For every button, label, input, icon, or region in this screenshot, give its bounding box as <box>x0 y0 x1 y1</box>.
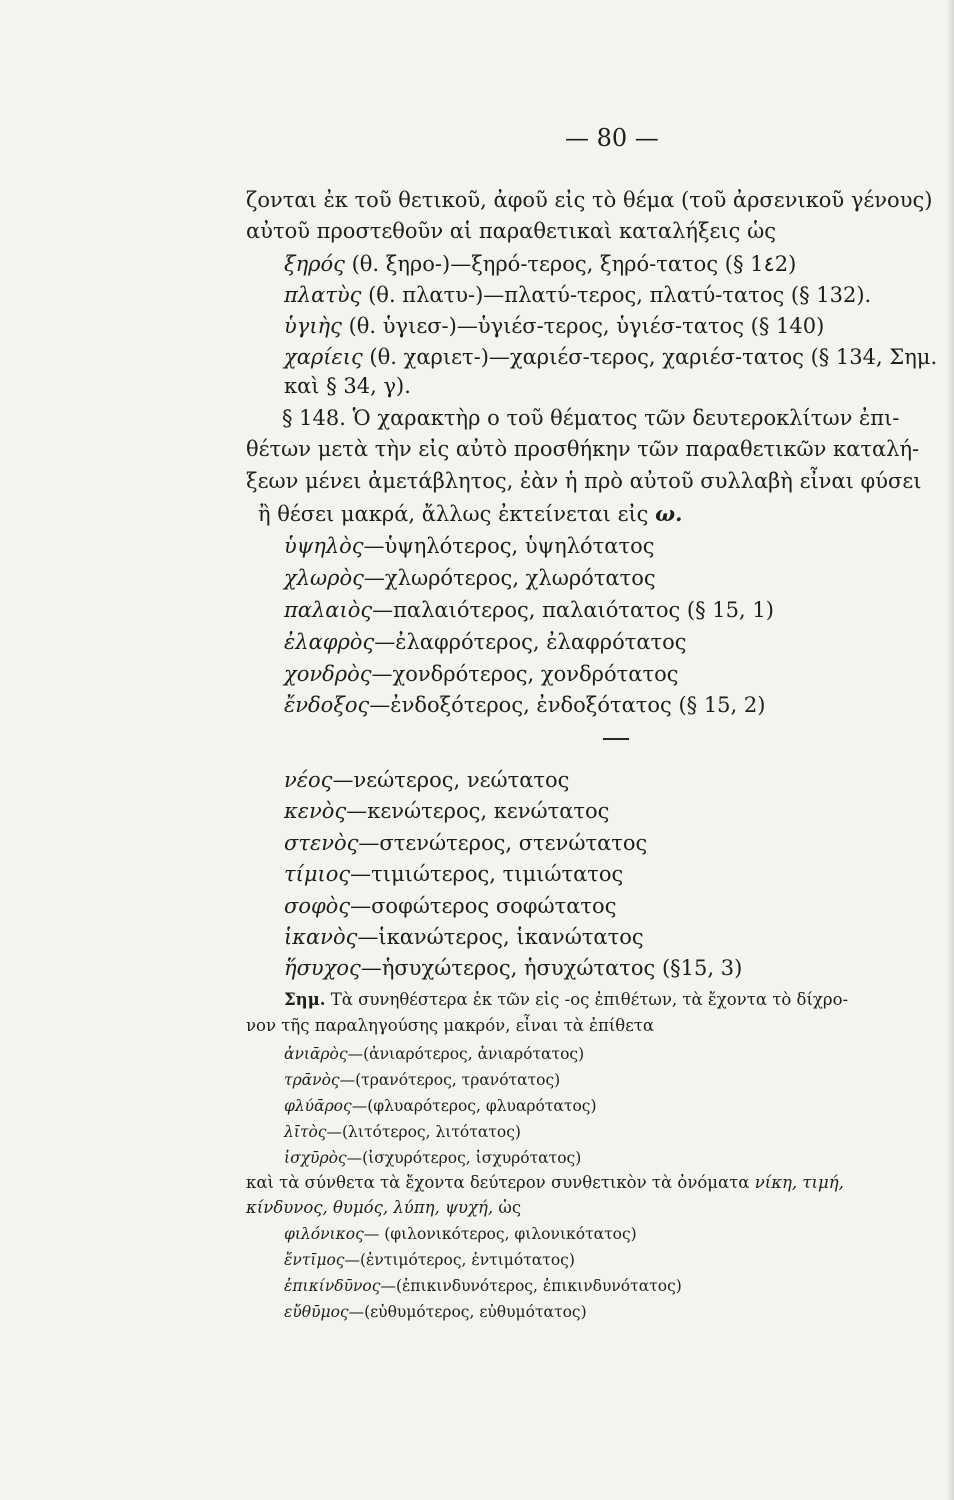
example-word: ξηρός <box>284 252 345 276</box>
example-line <box>284 766 569 794</box>
example-forms: (θ. ξηρο-)—ξηρό-τερος, ξηρό-τατος (§ 1٤2) <box>344 252 797 276</box>
example-word: νέος <box>284 768 333 792</box>
section-omega: ω. <box>655 501 683 526</box>
section-148-line-2: θέτων μετὰ τὴν εἰς αὐτὸ προσθήκην τῶν παραθετικῶν καταλή- <box>246 437 920 461</box>
example-line <box>284 923 644 951</box>
note-words: νίκη, τιμή, <box>754 1173 844 1192</box>
example-forms: —(εὐθυμότερος, εὐθυμότατος) <box>348 1303 587 1321</box>
example-forms: (θ. πλατυ-)—πλατύ-τερος, πλατύ-τατος (§ 132). <box>361 283 872 307</box>
example-forms: —(ἀνιαρότερος, ἀνιαρότατος) <box>347 1045 585 1063</box>
example-word: πλατὺς <box>284 283 362 307</box>
example-forms: —παλαιότερος, παλαιότατος (§ 15, 1) <box>372 598 774 622</box>
example-line <box>284 250 796 278</box>
example-forms: (θ. χαριετ-)—χαριέσ-τερος, χαριέσ-τατος (§ 134, Σημ. <box>362 345 938 369</box>
divider <box>603 738 629 740</box>
note-example-line <box>284 1248 575 1272</box>
example-word: ἐπικίνδῡνος <box>284 1277 381 1295</box>
example-line <box>284 564 656 592</box>
example-word: χλωρὸς <box>284 566 364 590</box>
section-148-line-4 <box>258 500 682 528</box>
note-label: Σημ. <box>284 990 326 1009</box>
example-word: ἱκανὸς <box>284 925 358 949</box>
example-line <box>284 660 678 688</box>
example-forms: —ἡσυχώτερος, ἡσυχώτατος (§15, 3) <box>360 956 743 980</box>
section-number: § 148. <box>282 406 346 430</box>
section-148-line-1 <box>282 404 899 432</box>
note-example-line <box>284 1042 584 1066</box>
example-line <box>284 691 765 719</box>
example-word: εὔθῡμος <box>284 1303 349 1321</box>
section-text: Ὁ χαρακτὴρ ο τοῦ θέματος τῶν δευτεροκλίτων ἐπι- <box>352 406 900 430</box>
note-line-1 <box>284 988 848 1012</box>
example-word: ἰσχῡρὸς <box>284 1149 347 1167</box>
section-148-line-3: ξεων μένει ἀμετάβλητος, ἐὰν ἡ πρὸ αὐτοῦ συλλαβὴ εἶναι φύσει <box>246 469 922 493</box>
example-forms: —ἱκανώτερος, ἱκανώτατος <box>357 925 644 949</box>
example-line <box>284 892 616 920</box>
example-word: χαρίεις <box>284 345 363 369</box>
example-line <box>284 860 623 888</box>
example-word: φλύᾱρος <box>284 1097 352 1115</box>
note-example-line <box>284 1146 581 1170</box>
example-word: φιλόνικος <box>284 1225 364 1243</box>
note-example-line <box>284 1300 587 1324</box>
example-forms: —κενώτερος, κενώτατος <box>346 799 610 823</box>
example-word: ὑψηλὸς <box>284 534 364 558</box>
example-word: στενὸς <box>284 831 359 855</box>
page-edge-shadow <box>946 0 954 1500</box>
example-forms: —σοφώτερος σοφώτατος <box>350 894 617 918</box>
example-forms: —(λιτότερος, λιτότατος) <box>326 1123 521 1141</box>
note-example-line <box>284 1120 521 1144</box>
example-forms: —(ἐπικινδυνότερος, ἐπικινδυνότατος) <box>380 1277 682 1295</box>
example-line <box>284 829 647 857</box>
note-text: καὶ τὰ σύνθετα τὰ ἔχοντα δεύτερον συνθετικὸν τὰ ὀνόματα <box>246 1173 755 1192</box>
example-forms: (θ. ὑγιεσ-)—ὑγιέσ-τερος, ὑγιέσ-τατος (§ 140) <box>341 314 825 338</box>
page-number: — 80 — <box>565 124 659 152</box>
example-word: τρᾱνὸς <box>284 1071 340 1089</box>
section-text: ἢ θέσει μακρά, ἄλλως ἐκτείνεται εἰς <box>258 502 656 526</box>
example-forms: —(τρανότερος, τρανότατος) <box>339 1071 561 1089</box>
example-forms: — (φιλονικότερος, φιλονικότατος) <box>363 1225 637 1243</box>
example-line <box>284 797 609 825</box>
example-line <box>284 628 687 656</box>
example-forms: —(φλυαρότερος, φλυαρότατος) <box>351 1097 597 1115</box>
example-word: ἥσυχος <box>284 956 361 980</box>
intro-line-2: αὐτοῦ προστεθοῦν αἱ παραθετικαὶ καταλήξεις ὡς <box>246 219 776 243</box>
example-forms: —τιμιώτερος, τιμιώτατος <box>350 862 624 886</box>
example-word: ὑγιὴς <box>284 314 342 338</box>
example-word: κενὸς <box>284 799 347 823</box>
note-example-line <box>284 1222 637 1246</box>
example-word: ἔνδοξος <box>284 693 370 717</box>
example-line <box>284 532 655 560</box>
example-forms: —ἐνδοξότερος, ἐνδοξότατος (§ 15, 2) <box>369 693 766 717</box>
example-forms: —χλωρότερος, χλωρότατος <box>363 566 656 590</box>
example-word: χονδρὸς <box>284 662 372 686</box>
example-line <box>284 954 742 982</box>
example-word: λῑτὸς <box>284 1123 327 1141</box>
example-line <box>284 343 937 371</box>
example-word: ἔντῑμος <box>284 1251 345 1269</box>
example-forms: —ὑψηλότερος, ὑψηλότατος <box>363 534 655 558</box>
note-words: κίνδυνος, θυμός, λύπη, ψυχή, <box>246 1198 494 1217</box>
example-line <box>284 281 871 309</box>
intro-line-1: ζονται ἐκ τοῦ θετικοῦ, ἀφοῦ εἰς τὸ θέμα (τοῦ ἀρσενικοῦ γένους) <box>246 188 933 212</box>
note-line-2: νον τῆς παραληγούσης μακρόν, εἶναι τὰ ἐπίθετα <box>246 1016 655 1035</box>
example-forms: —ἐλαφρότερος, ἐλαφρότατος <box>374 630 687 654</box>
note-text: ὡς <box>493 1198 522 1217</box>
example-word: ἐλαφρὸς <box>284 630 375 654</box>
example-line <box>284 312 824 340</box>
note-line-4 <box>246 1196 521 1220</box>
example-word: ἀνιᾱρὸς <box>284 1045 348 1063</box>
note-example-line <box>284 1274 682 1298</box>
note-example-line <box>284 1068 560 1092</box>
example-word: παλαιὸς <box>284 598 373 622</box>
example-forms: —νεώτερος, νεώτατος <box>332 768 570 792</box>
example-forms: —στενώτερος, στενώτατος <box>358 831 648 855</box>
example-word: τίμιος <box>284 862 351 886</box>
note-text: Τὰ συνηθέστερα ἐκ τῶν εἰς -ος ἐπιθέτων, τὰ ἔχοντα τὸ δίχρο- <box>325 990 849 1009</box>
example-line-tail: καὶ § 34, γ). <box>284 374 411 398</box>
example-forms: —χονδρότερος, χονδρότατος <box>371 662 679 686</box>
note-line-3 <box>246 1171 844 1195</box>
example-forms: —(ἐντιμότερος, ἐντιμότατος) <box>344 1251 575 1269</box>
example-line <box>284 596 774 624</box>
example-word: σοφὸς <box>284 894 351 918</box>
example-forms: —(ἰσχυρότερος, ἰσχυρότατος) <box>346 1149 582 1167</box>
note-example-line <box>284 1094 597 1118</box>
